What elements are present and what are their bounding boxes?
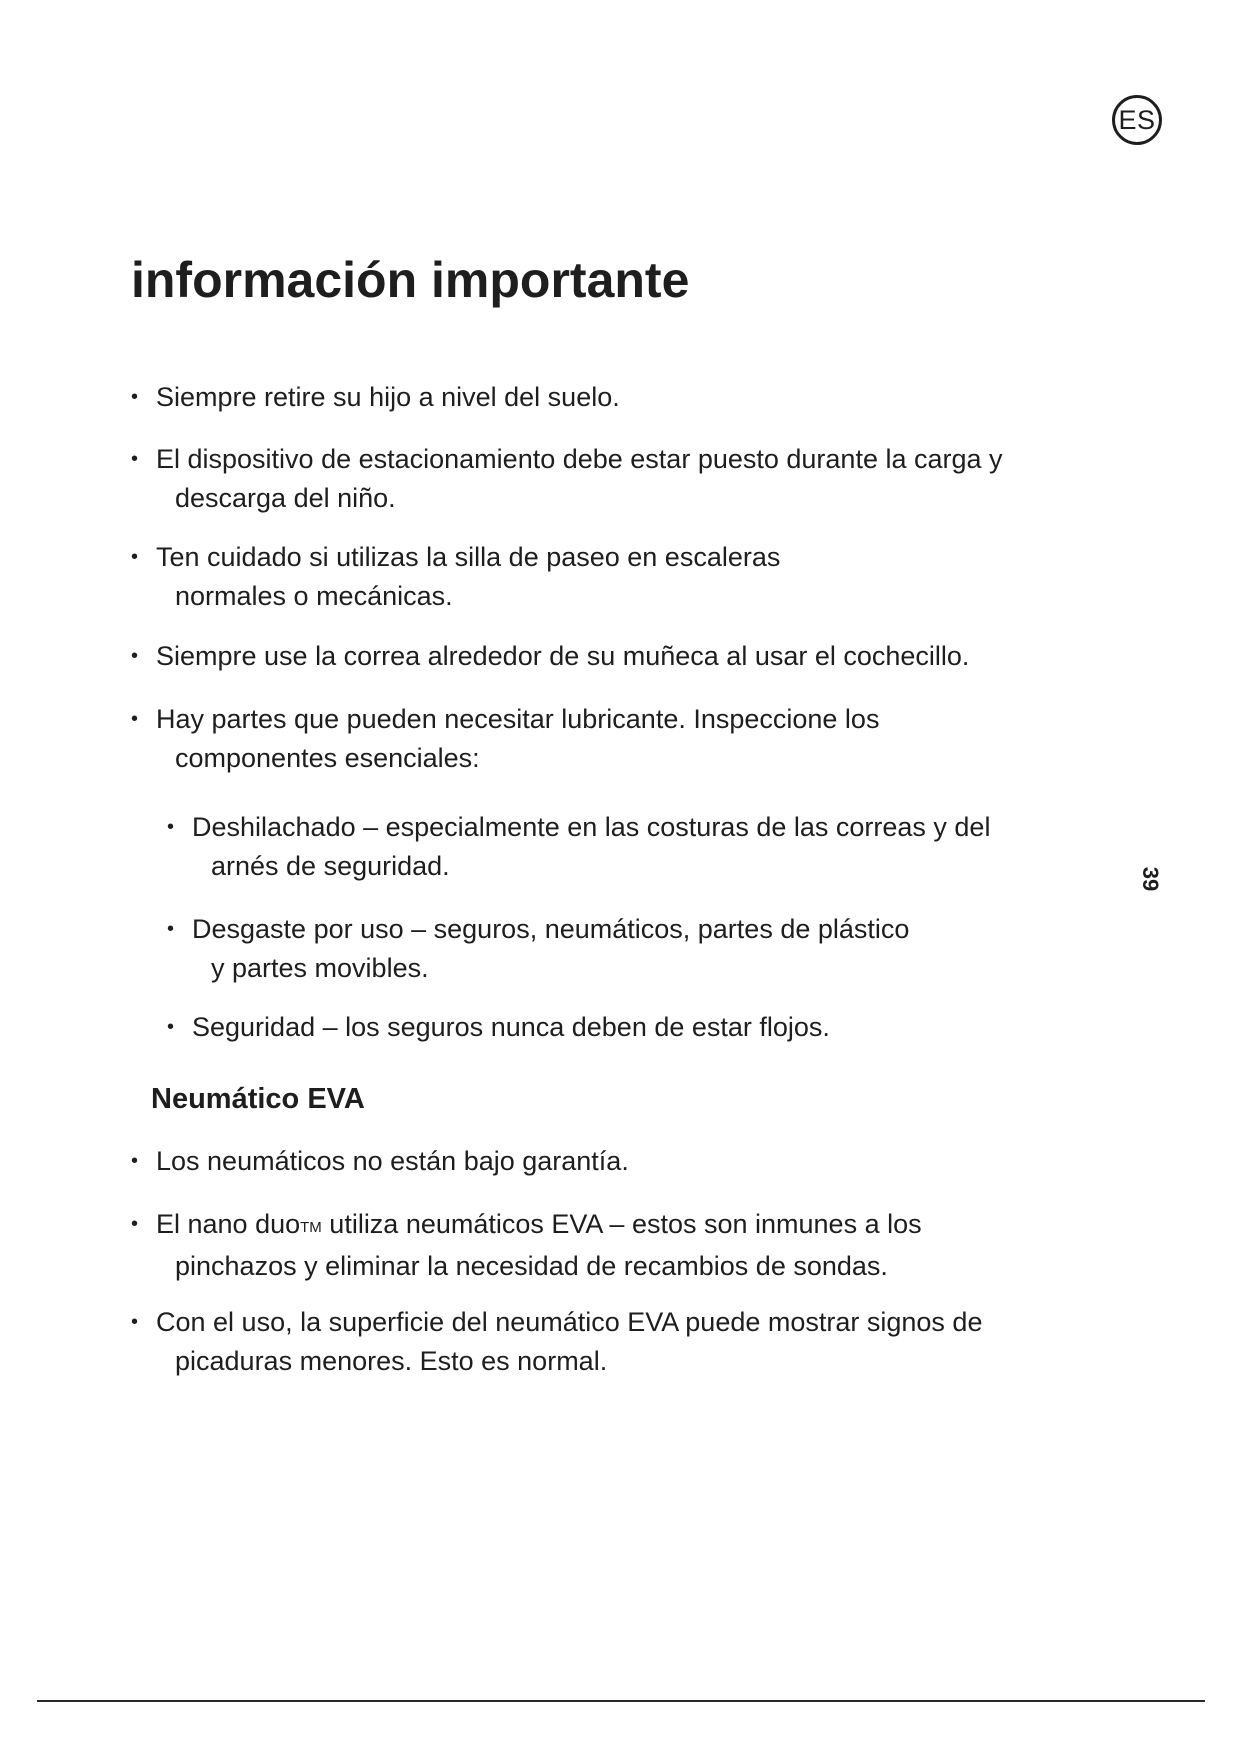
sub-list-item [167,1008,1127,1047]
list-item [131,637,1091,676]
list-item-text: Desgaste por uso – seguros, neumáticos, partes de plástico [192,914,910,944]
list-item-text: Los neumáticos no están bajo garantía. [156,1146,629,1176]
list-item-continuation: descarga del niño. [175,483,396,513]
page-title: información importante [131,252,690,308]
bullet-point: • [131,386,139,408]
footer-divider [37,1700,1205,1702]
bullet-point: • [131,1311,139,1333]
list-item-text: Siempre retire su hijo a nivel del suelo. [156,382,620,412]
list-item-continuation: pinchazos y eliminar la necesidad de recambios de sondas. [175,1251,888,1281]
sub-list-item [167,910,1127,988]
list-item-text: Con el uso, la superficie del neumático EVA puede mostrar signos de [156,1307,983,1337]
list-item [131,1142,1091,1181]
list-item-text-rest: utiliza neumáticos EVA – estos son inmunes a los [321,1209,922,1239]
list-item-text: Deshilachado – especialmente en las costuras de las correas y del [192,812,991,842]
bullet-point: • [131,645,139,667]
bullet-point: • [131,1213,139,1235]
language-badge: ES [1112,95,1162,145]
bullet-point: • [131,708,139,730]
bullet-point: • [131,1150,139,1172]
list-item-continuation: picaduras menores. Esto es normal. [175,1346,608,1376]
product-name: El nano duo [156,1209,301,1239]
list-item-text: Hay partes que pueden necesitar lubricante. Inspeccione los [156,704,880,734]
list-item [131,538,1091,616]
list-item-continuation: normales o mecánicas. [175,581,453,611]
list-item-continuation: componentes esenciales: [175,743,480,773]
trademark-mark: TM [300,1219,322,1236]
bullet-point: • [131,448,139,470]
sub-list-item [167,808,1127,886]
section-heading: Neumático EVA [151,1083,365,1115]
bullet-point: • [131,546,139,568]
list-item-text: Seguridad – los seguros nunca deben de estar flojos. [192,1012,830,1042]
list-item-text [156,1205,1091,1247]
list-item [131,1303,1091,1381]
list-item-continuation: arnés de seguridad. [211,851,450,881]
list-item [131,378,1091,417]
list-item-continuation: y partes movibles. [211,953,429,983]
list-item-text: Ten cuidado si utilizas la silla de paseo en escaleras [156,542,781,572]
list-item [131,700,1091,778]
page-number: 39 [1138,866,1164,892]
list-item-text: Siempre use la correa alrededor de su muñeca al usar el cochecillo. [156,641,970,671]
list-item [131,1205,1091,1286]
bullet-point: • [167,918,175,940]
bullet-point: • [167,1016,175,1038]
bullet-point: • [167,816,175,838]
list-item [131,440,1091,518]
list-item-text: El dispositivo de estacionamiento debe estar puesto durante la carga y [156,444,1003,474]
